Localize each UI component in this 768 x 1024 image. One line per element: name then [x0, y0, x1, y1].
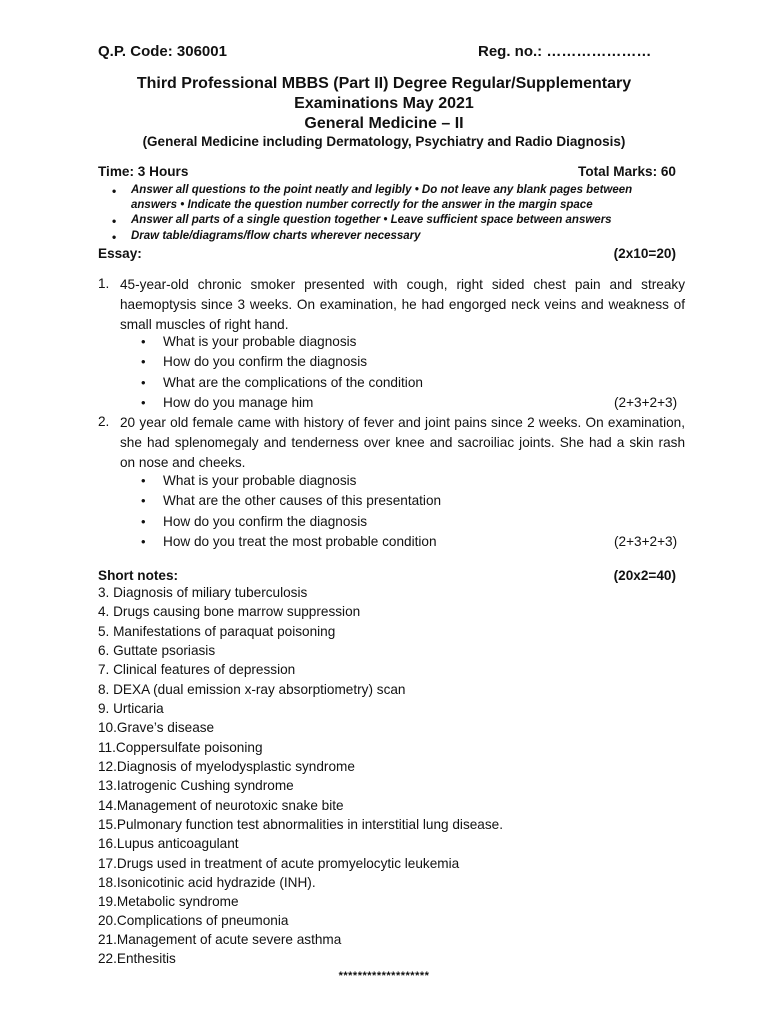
bullet-icon: • — [141, 395, 146, 410]
list-item: 5. Manifestations of paraquat poisoning — [98, 624, 336, 639]
bullet-icon: • — [141, 534, 146, 549]
list-item: 19.Metabolic syndrome — [98, 894, 239, 909]
bullet-icon: • — [141, 375, 146, 390]
list-item: 22.Enthesitis — [98, 951, 176, 966]
subpart: How do you confirm the diagnosis — [163, 514, 368, 529]
question-text: 45-year-old chronic smoker presented with cough, right sided chest pain and streaky haemoptysis since 3 weeks. On examination, he had engorged neck veins and weakness of small muscles of right hand. — [120, 277, 685, 332]
reg-no: Reg. no.: ………………… — [478, 43, 652, 60]
question-number: 2. — [98, 414, 110, 429]
total-marks: Total Marks: 60 — [578, 164, 676, 179]
list-item: 4. Drugs causing bone marrow suppression — [98, 604, 361, 619]
bullet-icon: • — [112, 230, 117, 244]
instruction-line: Answer all questions to the point neatly and legibly • Do not leave any blank pages between — [131, 184, 633, 196]
list-item: 21.Management of acute severe asthma — [98, 932, 342, 947]
essay-label: Essay: — [98, 246, 142, 261]
subpart: What are the other causes of this presentation — [163, 493, 442, 508]
list-item: 3. Diagnosis of miliary tuberculosis — [98, 585, 308, 600]
bullet-icon: • — [141, 514, 146, 529]
instruction-line: Draw table/diagrams/flow charts wherever necessary — [131, 230, 421, 242]
list-item: 6. Guttate psoriasis — [98, 643, 216, 658]
bullet-icon: • — [141, 334, 146, 349]
question-number: 1. — [98, 276, 110, 291]
question-marks: (2+3+2+3) — [614, 395, 678, 410]
exam-time: Time: 3 Hours — [98, 164, 189, 179]
exam-title-line2: Examinations May 2021 — [294, 95, 474, 112]
question-marks: (2+3+2+3) — [614, 534, 678, 549]
short-notes-marks: (20x2=40) — [613, 568, 676, 583]
bullet-icon: • — [141, 473, 146, 488]
exam-title-line1: Third Professional MBBS (Part II) Degree Regular/Supplementary — [136, 75, 632, 92]
bullet-icon: • — [141, 493, 146, 508]
list-item: 13.Iatrogenic Cushing syndrome — [98, 778, 294, 793]
short-notes-label: Short notes: — [98, 568, 179, 583]
subpart: How do you confirm the diagnosis — [163, 354, 368, 369]
subpart: What are the complications of the condition — [163, 375, 423, 390]
subpart: What is your probable diagnosis — [163, 334, 357, 349]
subpart: What is your probable diagnosis — [163, 473, 357, 488]
end-marker: ******************* — [338, 970, 430, 982]
subject-subtitle: (General Medicine including Dermatology, Psychiatry and Radio Diagnosis) — [142, 134, 626, 149]
list-item: 9. Urticaria — [98, 701, 164, 716]
bullet-icon: • — [112, 214, 117, 228]
question-text: 20 year old female came with history of fever and joint pains since 2 weeks. On examination, she had splenomegaly and tenderness over knee and sacroiliac joints. She had a skin rash on nose and cheeks. — [120, 415, 685, 470]
list-item: 8. DEXA (dual emission x-ray absorptiometry) scan — [98, 682, 406, 697]
qp-code: Q.P. Code: 306001 — [98, 43, 227, 60]
subject-title: General Medicine – II — [304, 115, 464, 132]
list-item: 17.Drugs used in treatment of acute promyelocytic leukemia — [98, 856, 460, 871]
list-item: 10.Grave’s disease — [98, 720, 215, 735]
bullet-icon: • — [112, 184, 117, 198]
list-item: 16.Lupus anticoagulant — [98, 836, 239, 851]
list-item: 20.Complications of pneumonia — [98, 913, 289, 928]
subpart: How do you manage him — [163, 395, 314, 410]
instruction-line: answers • Indicate the question number correctly for the answer in the margin space — [131, 199, 593, 211]
list-item: 14.Management of neurotoxic snake bite — [98, 798, 344, 813]
list-item: 11.Coppersulfate poisoning — [98, 740, 263, 755]
list-item: 18.Isonicotinic acid hydrazide (INH). — [98, 875, 316, 890]
instruction-line: Answer all parts of a single question together • Leave sufficient space between answers — [131, 214, 612, 226]
bullet-icon: • — [141, 354, 146, 369]
list-item: 15.Pulmonary function test abnormalities in interstitial lung disease. — [98, 817, 504, 832]
list-item: 12.Diagnosis of myelodysplastic syndrome — [98, 759, 355, 774]
list-item: 7. Clinical features of depression — [98, 662, 296, 677]
essay-marks: (2x10=20) — [613, 246, 676, 261]
subpart: How do you treat the most probable condition — [163, 534, 437, 549]
